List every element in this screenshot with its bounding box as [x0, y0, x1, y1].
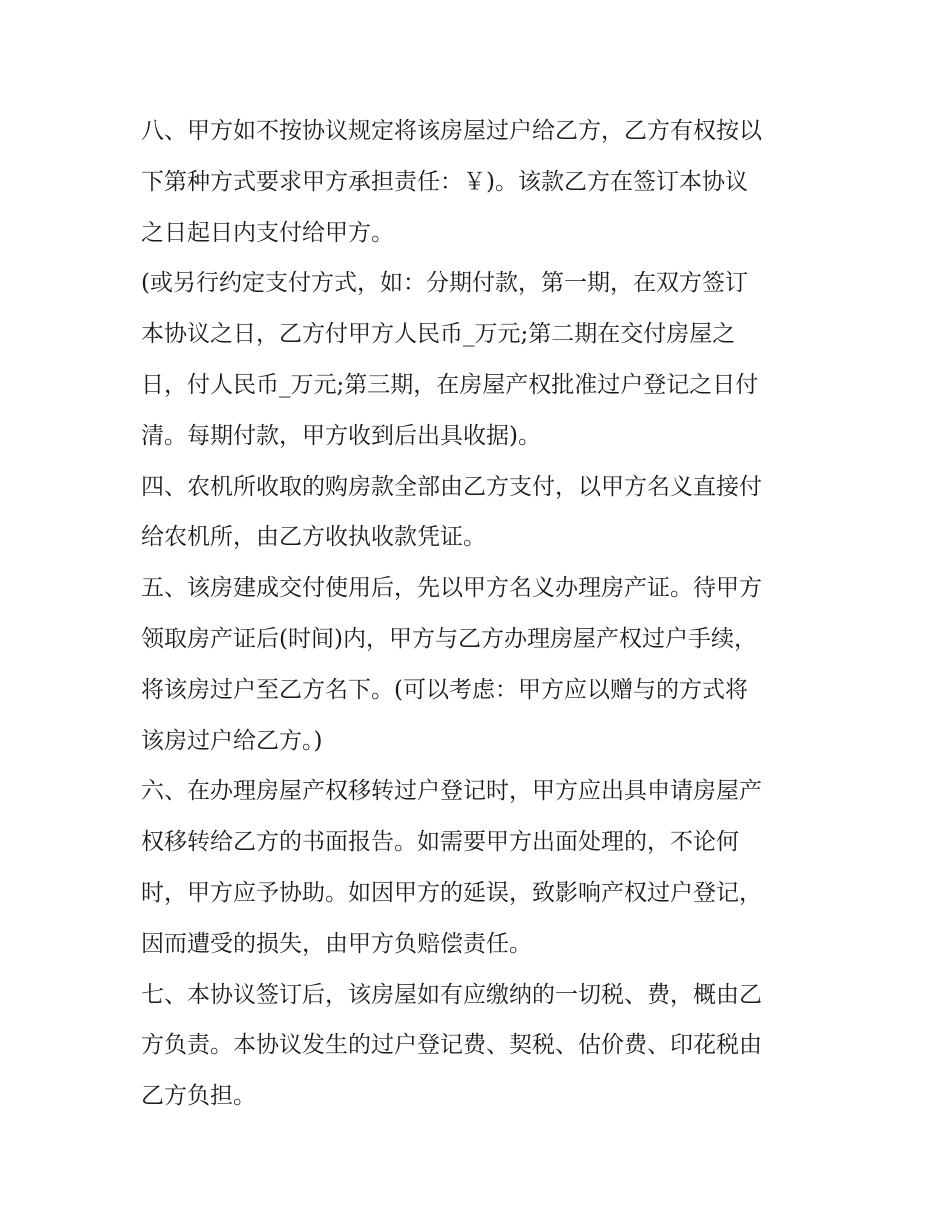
text-line: 七、本协议签订后，该房屋如有应缴纳的一切税、费，概由乙 — [141, 981, 762, 1008]
text-line: 六、在办理房屋产权移转过户登记时，甲方应出具申请房屋产 — [141, 778, 762, 805]
text-line: 清。每期付款，甲方收到后出具收据)。 — [141, 422, 541, 449]
text-line: 方负责。本协议发生的过户登记费、契税、估价费、印花税由 — [141, 1032, 762, 1059]
document-body — [141, 106, 821, 1122]
text-line: 权移转给乙方的书面报告。如需要甲方出面处理的，不论何 — [141, 829, 739, 856]
text-line: 之日起日内支付给甲方。 — [141, 219, 394, 246]
text-line: 下第种方式要求甲方承担责任：￥)。该款乙方在签订本协议 — [141, 168, 748, 195]
text-line: 领取房产证后(时间)内，甲方与乙方办理房屋产权过户手续， — [141, 625, 757, 652]
text-line: 日，付人民币_万元;第三期，在房屋产权批准过户登记之日付 — [141, 371, 759, 398]
text-line: 五、该房建成交付使用后，先以甲方名义办理房产证。待甲方 — [141, 575, 762, 602]
text-line: 四、农机所收取的购房款全部由乙方支付，以甲方名义直接付 — [141, 473, 762, 500]
text-line: (或另行约定支付方式，如：分期付款，第一期，在双方签订 — [141, 270, 748, 297]
text-line: 时，甲方应予协助。如因甲方的延误，致影响产权过户登记， — [141, 879, 762, 906]
text-line: 本协议之日，乙方付甲方人民币_万元;第二期在交付房屋之 — [141, 321, 736, 348]
text-line: 将该房过户至乙方名下。(可以考虑：甲方应以赠与的方式将 — [141, 676, 748, 703]
text-line: 给农机所，由乙方收执收款凭证。 — [141, 524, 486, 551]
text-line: 该房过户给乙方。) — [141, 727, 323, 754]
text-line: 八、甲方如不按协议规定将该房屋过户给乙方，乙方有权按以 — [141, 118, 762, 144]
text-line: 乙方负担。 — [141, 1083, 256, 1110]
text-line: 因而遭受的损失，由甲方负赔偿责任。 — [141, 930, 532, 957]
